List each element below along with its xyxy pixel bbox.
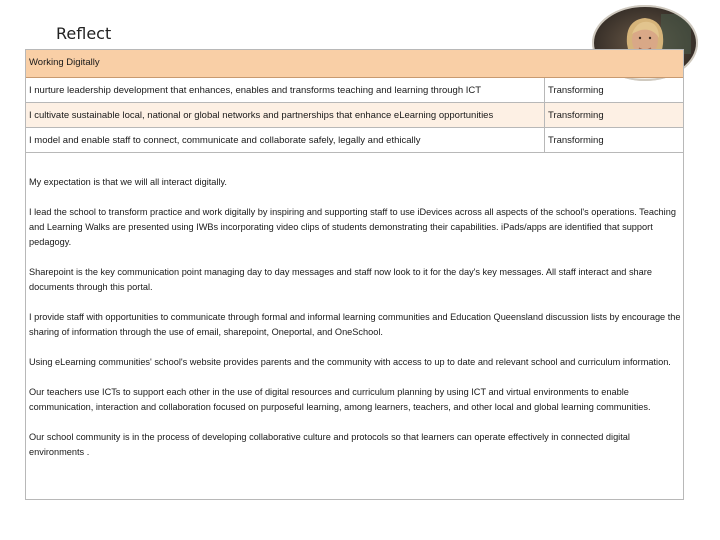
evidence-text bbox=[29, 175, 681, 475]
row-statement: I nurture leadership development that enhances, enables and transforms teaching and learning through ICT bbox=[29, 85, 482, 96]
row-rating: Transforming bbox=[544, 78, 684, 102]
evidence-paragraph: My expectation is that we will all interact digitally. bbox=[29, 177, 227, 187]
table-row bbox=[26, 78, 683, 103]
table-row bbox=[26, 128, 683, 153]
table-header: Working Digitally bbox=[26, 50, 683, 78]
reflection-table bbox=[25, 49, 684, 500]
evidence-paragraph: I lead the school to transform practice and work digitally by inspiring and supporting staff to use iDevices across all aspects of the school's operations. Teaching and Learning Walks are presented using IWBs incorporating video clips of students demonstrating their capabilities. iPads/apps are identified that support pedagogy. bbox=[29, 207, 676, 247]
evidence-paragraph: Our school community is in the process of developing collaborative culture and protocols so that learners can operate effectively in connected digital environments . bbox=[29, 432, 630, 457]
row-statement: I cultivate sustainable local, national or global networks and partnerships that enhance eLearning opportunities bbox=[29, 110, 494, 121]
row-rating: Transforming bbox=[544, 128, 684, 152]
table-row bbox=[26, 103, 683, 128]
row-statement: I model and enable staff to connect, communicate and collaborate safely, legally and ethically bbox=[29, 135, 421, 146]
row-rating: Transforming bbox=[544, 103, 684, 127]
evidence-paragraph: Using eLearning communities' school's website provides parents and the community with access to up to date and relevant school and curriculum information. bbox=[29, 357, 671, 367]
page-title: Reflect bbox=[56, 24, 112, 43]
evidence-paragraph: Our teachers use ICTs to support each other in the use of digital resources and curriculum planning by using ICT and virtual environments to enable communication, interaction and collaboration focused on purposeful learning, among learners, teachers, and other local and global learning communities. bbox=[29, 387, 651, 412]
evidence-paragraph: I provide staff with opportunities to communicate through formal and informal learning communities and Education Queensland discussion lists by encourage the sharing of information through the use of email, sharepoint, Oneportal, and OneSchool. bbox=[29, 312, 681, 337]
evidence-paragraph: Sharepoint is the key communication point managing day to day messages and staff now look to it for the day's key messages. All staff interact and share documents through this portal. bbox=[29, 267, 652, 292]
